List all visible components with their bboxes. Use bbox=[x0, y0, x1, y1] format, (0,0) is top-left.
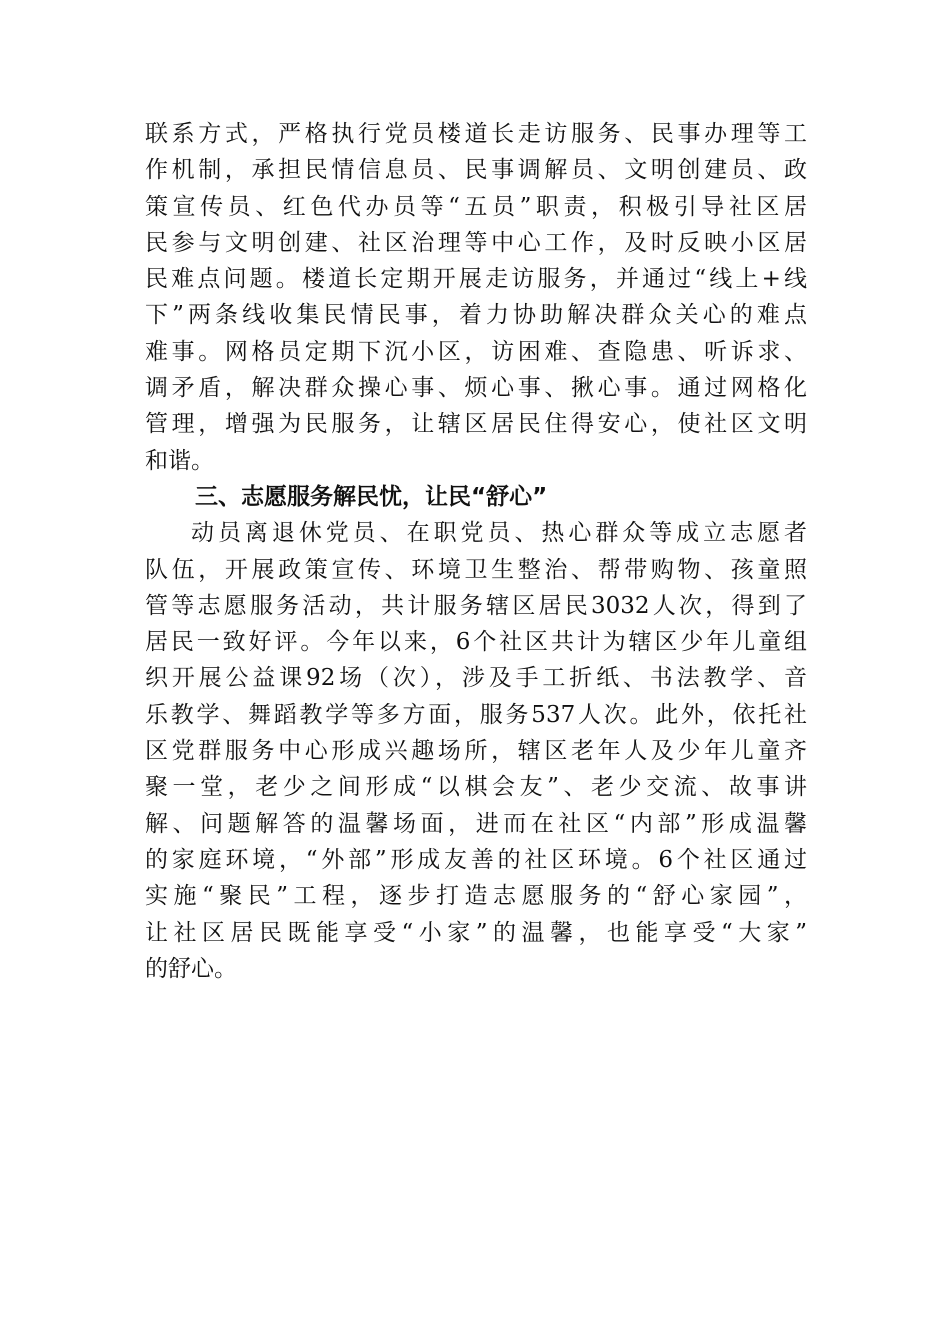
text-line: 下”两条线收集民情民事，着力协助解决群众关心的难点 bbox=[145, 302, 807, 329]
paragraph-community-management bbox=[145, 116, 807, 479]
text-line: 调矛盾，解决群众操心事、烦心事、揪心事。通过网格化 bbox=[145, 375, 807, 402]
text-line: 区党群服务中心形成兴趣场所，辖区老年人及少年儿童齐 bbox=[145, 738, 807, 765]
text-line: 难事。网格员定期下沉小区，访困难、查隐患、听诉求、 bbox=[145, 338, 807, 365]
document-body bbox=[145, 116, 807, 987]
text-line: 的舒心。 bbox=[145, 955, 237, 982]
text-line: 管理，增强为民服务，让辖区居民住得安心，使社区文明 bbox=[145, 411, 807, 438]
text-line: 织开展公益课92场（次），涉及手工折纸、书法教学、音 bbox=[145, 665, 807, 692]
text-line: 的家庭环境，“外部”形成友善的社区环境。6个社区通过 bbox=[145, 846, 807, 873]
text-line: 作机制，承担民情信息员、民事调解员、文明创建员、政 bbox=[145, 157, 807, 184]
text-line: 聚一堂，老少之间形成“以棋会友”、老少交流、故事讲 bbox=[145, 774, 807, 801]
section-heading: 三、志愿服务解民忧，让民“舒心” bbox=[195, 483, 548, 510]
text-line: 让社区居民既能享受“小家”的温馨，也能享受“大家” bbox=[145, 919, 807, 946]
text-line: 解、问题解答的温馨场面，进而在社区“内部”形成温馨 bbox=[145, 810, 807, 837]
text-line: 居民一致好评。今年以来，6个社区共计为辖区少年儿童组 bbox=[145, 629, 807, 656]
text-line: 队伍，开展政策宣传、环境卫生整治、帮带购物、孩童照 bbox=[145, 556, 807, 583]
text-line: 联系方式，严格执行党员楼道长走访服务、民事办理等工 bbox=[145, 121, 807, 147]
text-line: 民参与文明创建、社区治理等中心工作，及时反映小区居 bbox=[145, 229, 807, 256]
text-line: 实施“聚民”工程，逐步打造志愿服务的“舒心家园”， bbox=[145, 883, 807, 910]
text-line: 管等志愿服务活动，共计服务辖区居民3032人次，得到了 bbox=[145, 592, 807, 619]
text-line: 民难点问题。楼道长定期开展走访服务，并通过“线上+线 bbox=[145, 266, 807, 293]
paragraph-volunteer-service bbox=[145, 515, 807, 987]
text-line: 乐教学、舞蹈教学等多方面，服务537人次。此外，依托社 bbox=[145, 701, 807, 728]
text-line: 动员离退休党员、在职党员、热心群众等成立志愿者 bbox=[191, 520, 807, 547]
text-line: 和谐。 bbox=[145, 447, 214, 474]
text-line: 策宣传员、红色代办员等“五员”职责，积极引导社区居 bbox=[145, 193, 807, 220]
